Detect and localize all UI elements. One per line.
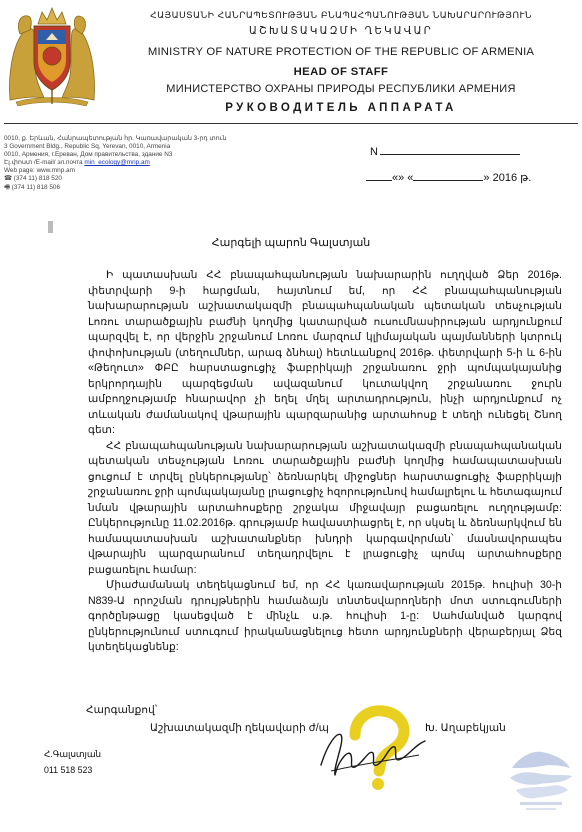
coat-of-arms-emblem [6, 4, 98, 108]
head-of-staff-armenian: ԱՇԽԱՏԱԿԱԶՄԻ ՂԵԿԱՎԱՐ [249, 26, 433, 37]
date-open-quote: « [392, 172, 399, 184]
web-page[interactable]: Web page: www.mnp.am [4, 167, 75, 175]
phone-number: ☎ (374 11) 818 520 [4, 175, 62, 183]
ministry-name-armenian: ՀԱՅԱՍՏԱՆԻ ՀԱՆՐԱՊԵՏՈՒԹՅԱՆ ԲՆԱՊԱՀՊԱՆՈՒԹՅԱՆ ՆԱԽԱՐԱՐՈՒԹՅՈՒՆ [150, 10, 532, 21]
signatory-name: Խ. Աղաբեկյան [425, 722, 506, 734]
fax-number: 🖷 (374 11) 818 506 [4, 183, 61, 191]
ministry-name-english: MINISTRY OF NATURE PROTECTION OF THE REPUBLIC OF ARMENIA [147, 46, 535, 58]
email-link[interactable]: min_ecology@mnp.am [84, 159, 150, 167]
ministry-logo-icon [506, 746, 576, 824]
month-blank-line [413, 180, 483, 181]
address-armenian: 0010, ք. Երևան, Հանրապետության հր. Կառավարական 3-րդ տուն [4, 135, 227, 142]
address-english: 3 Government Bldg., Republic Sq, Yerevan, 0010, Armenia [4, 143, 171, 151]
closing-phrase: Հարգանքով՝ [86, 704, 158, 716]
date-mid: » « [398, 172, 414, 184]
address-russian: 0010, Армения, г.Ереван, Дом правительства, здание N3 [4, 151, 173, 159]
number-sign: N [370, 146, 378, 158]
letter-body [88, 268, 562, 656]
date-year: » 2016 թ. [483, 172, 532, 184]
header-divider [4, 123, 578, 124]
reference-date-field [366, 171, 531, 184]
body-paragraph: Ի պատասխան ՀՀ բնապահպանության նախարարին ուղղված Ձեր 2016թ. փետրվարի 9-ի հարցման, հայտնում եմ, որ ՀՀ բնապահպանության նախարարության աշխատակազմի բնապահպանական պետական տեսչության Լոռու տարածքային բաժնի կողմից կատարված ուսումնասիրության արդյունքում պարզվել է, որ վերջին շրջանում Լոռու մարզում կլիմայական պայմանների կտրուկ փոփոխության (տեղումներ, արագ ձնհալ) հետևանքով 2016թ. փետրվարի 5-ի և 6-ին «Թեղուտ» ՓԲԸ հարստացուցիչ ֆաբրիկայի շրջանառու ջրի պոմպակայանից երկրորդային պարզեցման ավազանում կուտակվող շրջանառու ջուրն ամբողջությամբ հնարավոր չի եղել մղել արտադրություն, ինչի արդյունքում ոչ տևական ժամանակով վթարային պարզարանից արտահոսք է տեղի ունեցել Շնող գետ: [88, 269, 562, 436]
body-paragraph: ՀՀ բնապահպանության նախարարության աշխատակազմի բնապահպանական պետական տեսչության Լոռու տարածքային բաժնի կողմից համապատասխան ցուցում է տրվել ընկերությանը՝ ձեռնարկել միջոցներ հարստացուցիչ ֆաբրիկայի շրջանառու ջրի պոմպակայանը լրացուցիչ հզորությունով համալրելու և հետագայում նման վթարային արտահոսքերը շրջակա միջավայր բացառելու ուղղությամբ: Ընկերությունը 11.02.2016թ. գրությամբ հավաստիացրել է, որ սկսել և ձեռնարկվում են համապատասխան աշխատանքներ խնդրի կարգավորման՝ մասնավորապես վթարային պարզարանում տեղադրվելու է լրացուցիչ պոմպ արտահոսքերը բացառելու համար: [88, 439, 562, 576]
head-of-staff-english: HEAD OF STAFF [293, 66, 389, 78]
number-blank-line [380, 154, 520, 155]
email-label: Էլ.փոստ /E-mail/ эл.почта [4, 159, 83, 167]
executor-name: Հ.Գալստյան [44, 749, 101, 759]
executor-phone: 011 518 523 [44, 765, 93, 775]
head-of-staff-russian: РУКОВОДИТЕЛЬ АППАРАТА [225, 102, 457, 114]
reference-number-field [370, 146, 520, 158]
margin-mark [48, 221, 53, 233]
ministry-name-russian: МИНИСТЕРСТВО ОХРАНЫ ПРИРОДЫ РЕСПУБЛИКИ АРМЕНИЯ [166, 83, 516, 95]
signature-question-mark-icon [315, 705, 430, 790]
contact-block [4, 135, 244, 192]
signatory-title: Աշխատակազմի ղեկավարի ժ/պ [150, 722, 329, 734]
email-line [4, 159, 244, 167]
day-blank-line [366, 180, 392, 181]
salutation: Հարգելի պարոն Գալստյան [211, 237, 371, 249]
body-paragraph: Միաժամանակ տեղեկացնում եմ, որ ՀՀ կառավարության 2015թ. հուլիսի 30-ի N839-Ա որոշման դրույթներին համաձայն տնտեսվարողների մոտ ստուգումների գործընթացը կասեցված է մինչև ս.թ. հուլիսի 1-ը: Սահմանված կարգով ընկերությունում ստուգում իրականացնելուց հետո արդյունքների վերաբերյալ Ձեզ կտեղեկացնենք: [88, 579, 562, 653]
